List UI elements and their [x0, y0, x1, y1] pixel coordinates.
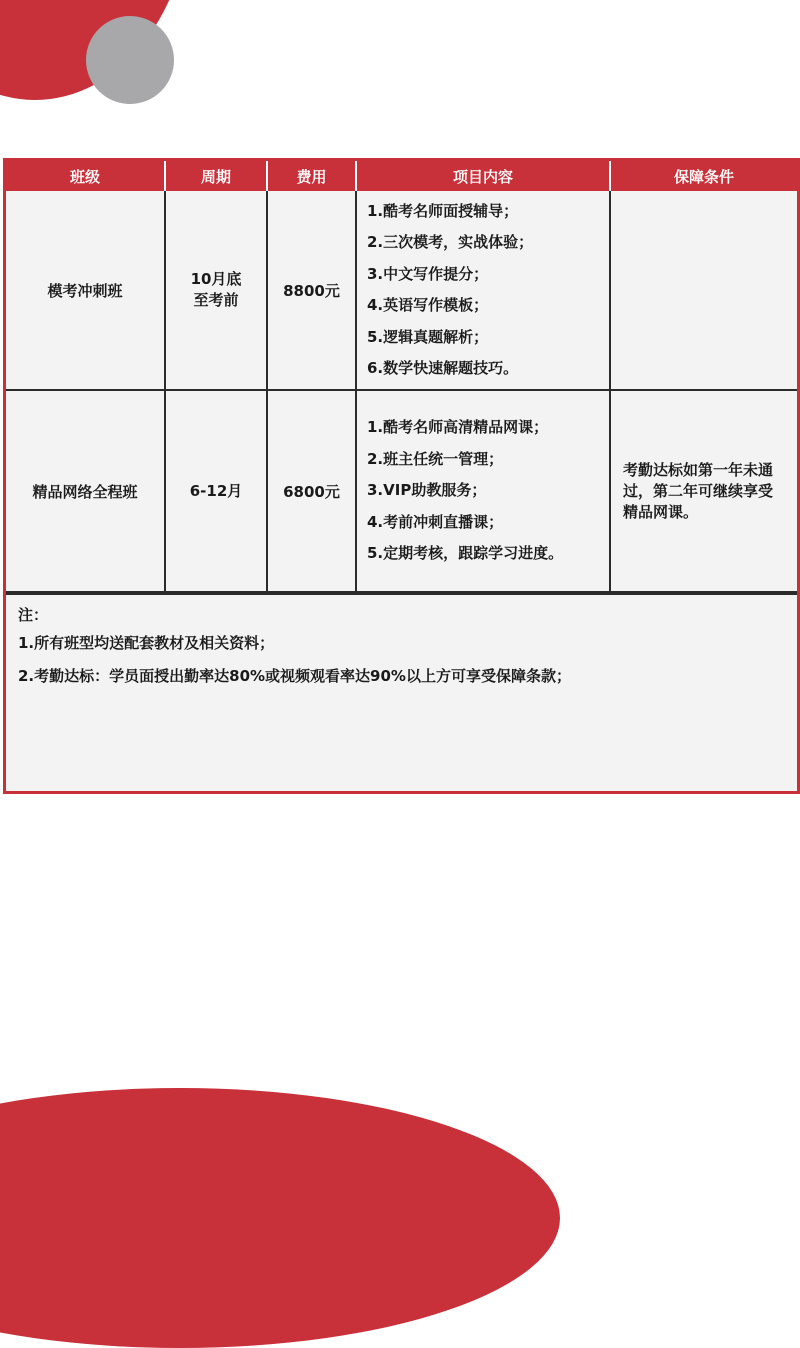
period-line: 10月底 — [190, 270, 242, 288]
class-name-cell: 精品网络全程班 — [6, 390, 165, 592]
contents-cell — [356, 191, 610, 390]
table-row — [6, 191, 797, 390]
header-period: 周期 — [165, 161, 267, 191]
content-item: 4.考前冲刺直播课； — [367, 512, 504, 531]
content-item: 1.酷考名师面授辅导； — [367, 201, 519, 220]
header-guarantee: 保障条件 — [610, 161, 797, 191]
pricing-table — [3, 158, 800, 794]
header-class: 班级 — [6, 161, 165, 191]
content-item: 5.定期考核，跟踪学习进度。 — [367, 544, 564, 563]
header-contents: 项目内容 — [356, 161, 610, 191]
notes-section — [6, 593, 797, 701]
note-item: 1.所有班型均送配套教材及相关资料； — [18, 634, 275, 652]
content-item: 2.班主任统一管理； — [367, 449, 504, 468]
table-header-row — [6, 161, 797, 191]
content-item: 4.英语写作模板； — [367, 296, 489, 314]
header-fee: 费用 — [267, 161, 356, 191]
class-name-cell: 模考冲刺班 — [6, 191, 165, 390]
period-line: 6-12月 — [189, 481, 243, 500]
period-cell — [165, 390, 267, 592]
period-cell — [165, 191, 267, 390]
table-row — [6, 390, 797, 592]
content-item: 5.逻辑真题解析； — [367, 327, 489, 346]
content-item: 2.三次模考，实战体验； — [367, 233, 534, 251]
content-item: 1.酷考名师高清精品网课； — [367, 418, 549, 437]
fee-cell: 6800元 — [267, 390, 356, 592]
guarantee-cell: 考勤达标如第一年未通过，第二年可继续享受精品网课。 — [610, 390, 797, 592]
content-item: 3.VIP助教服务； — [367, 481, 487, 500]
guarantee-cell — [610, 191, 797, 390]
contents-cell — [356, 390, 610, 592]
decorative-gray-circle-top — [86, 16, 174, 104]
decorative-red-arc-bottom — [0, 1088, 560, 1348]
fee-cell: 8800元 — [267, 191, 356, 390]
note-item: 2.考勤达标：学员面授出勤率达80%或视频观看率达90%以上方可享受保障条款； — [18, 667, 571, 685]
period-line: 至考前 — [193, 291, 239, 309]
content-item: 6.数学快速解题技巧。 — [367, 359, 519, 377]
course-table — [6, 161, 797, 593]
content-item: 3.中文写作提分； — [367, 264, 489, 283]
notes-title: 注： — [18, 606, 49, 624]
